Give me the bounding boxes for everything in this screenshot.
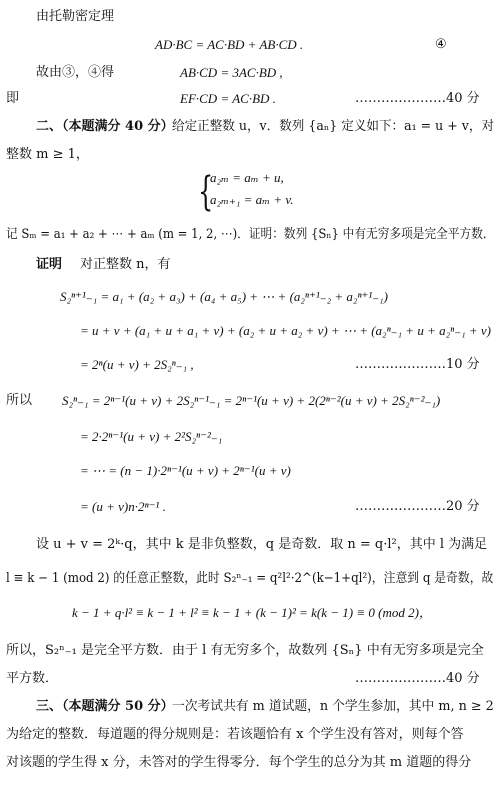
- equation: S₂ⁿ⁺¹₋₁ = a₁ + (a₂ + a₃) + (a₄ + a₅) + ⋯ + (a₂ⁿ⁺¹₋₂ + a₂ⁿ⁺¹₋₁): [60, 289, 389, 304]
- text-line: 所以: [6, 393, 33, 408]
- score-marker: …………………10 分: [355, 357, 480, 372]
- text-line: 一次考试共有 m 道试题，n 个学生参加，其中 m, n ≥ 2: [172, 699, 494, 714]
- left-brace: {: [198, 169, 214, 215]
- text-line: 对该题的学生得 x 分，未答对的学生得零分．每个学生的总分为其 m 道题的得分: [6, 755, 472, 770]
- section-title: 三、（本题满分 50 分）: [36, 699, 174, 714]
- equation: = 2·2ⁿ⁻¹(u + v) + 2²S₂ⁿ⁻²₋₁: [80, 429, 223, 444]
- equation: k − 1 + q·l² ≡ k − 1 + l² ≡ k − 1 + (k − 1)² = k(k − 1) ≡ 0 (mod 2)，: [72, 605, 432, 620]
- equation-ptolemy: AD·BC = AC·BD + AB·CD .: [155, 37, 304, 52]
- equation: S₂ⁿ₋₁ = 2ⁿ⁻¹(u + v) + 2S₂ⁿ⁻¹₋₁ = 2ⁿ⁻¹(u + v) + 2(2ⁿ⁻²(u + v) + 2S₂ⁿ⁻²₋₁): [62, 393, 441, 408]
- case-odd: a₂ₘ₊₁ = aₘ + v.: [210, 192, 294, 207]
- score-marker: …………………40 分: [355, 91, 480, 106]
- equation: EF·CD = AC·BD .: [180, 91, 276, 106]
- text-line: 所以，S₂ⁿ₋₁ 是完全平方数．由于 l 有无穷多个，故数列 {Sₙ} 中有无穷多项是完全: [6, 643, 484, 658]
- section-title: 二、（本题满分 40 分）: [36, 119, 174, 134]
- text-line: 对正整数 n，有: [80, 257, 171, 272]
- text-line: 故由③，④得: [36, 65, 115, 80]
- equation: AB·CD = 3AC·BD ,: [180, 65, 283, 80]
- text-line: 由托勒密定理: [36, 9, 115, 24]
- recurrence-cases: [198, 170, 308, 216]
- equation-tag: ④: [435, 37, 447, 52]
- equation: = u + v + (a₁ + u + a₁ + v) + (a₂ + u + a₂ + v) + ⋯ + (a₂ⁿ₋₁ + u + a₂ⁿ₋₁ + v): [80, 323, 491, 338]
- text-line: 设 u + v = 2ᵏ·q，其中 k 是非负整数，q 是奇数．取 n = q·l²，其中 l 为满足: [36, 537, 488, 552]
- text-line: 给定正整数 u，v．数列 {aₙ} 定义如下：a₁ = u + v，对: [172, 119, 495, 134]
- text-line: 为给定的整数．每道题的得分规则是：若该题恰有 x 个学生没有答对，则每个答: [6, 727, 464, 742]
- score-marker: …………………40 分: [355, 671, 480, 686]
- equation: = 2ⁿ(u + v) + 2S₂ⁿ₋₁ ,: [80, 357, 194, 372]
- text-line: 即: [6, 91, 20, 106]
- text-line: 整数 m ≥ 1，: [6, 147, 89, 162]
- equation: = ⋯ = (n − 1)·2ⁿ⁻¹(u + v) + 2ⁿ⁻¹(u + v): [80, 463, 291, 478]
- equation: = (u + v)n·2ⁿ⁻¹ .: [80, 499, 166, 514]
- score-marker: …………………20 分: [355, 499, 480, 514]
- text-line: l ≡ k − 1 (mod 2) 的任意正整数，此时 S₂ⁿ₋₁ = q²l²·2^(k−1+ql²)，注意到 q 是奇数，故: [6, 571, 494, 586]
- proof-label: 证明: [36, 257, 63, 272]
- text-line: 记 Sₘ = a₁ + a₂ + ⋯ + aₘ (m = 1, 2, ⋯)．证明：数列 {Sₙ} 中有无穷多项是完全平方数．: [6, 227, 495, 242]
- case-even: a₂ₘ = aₘ + u,: [210, 170, 284, 185]
- text-line: 平方数．: [6, 671, 59, 686]
